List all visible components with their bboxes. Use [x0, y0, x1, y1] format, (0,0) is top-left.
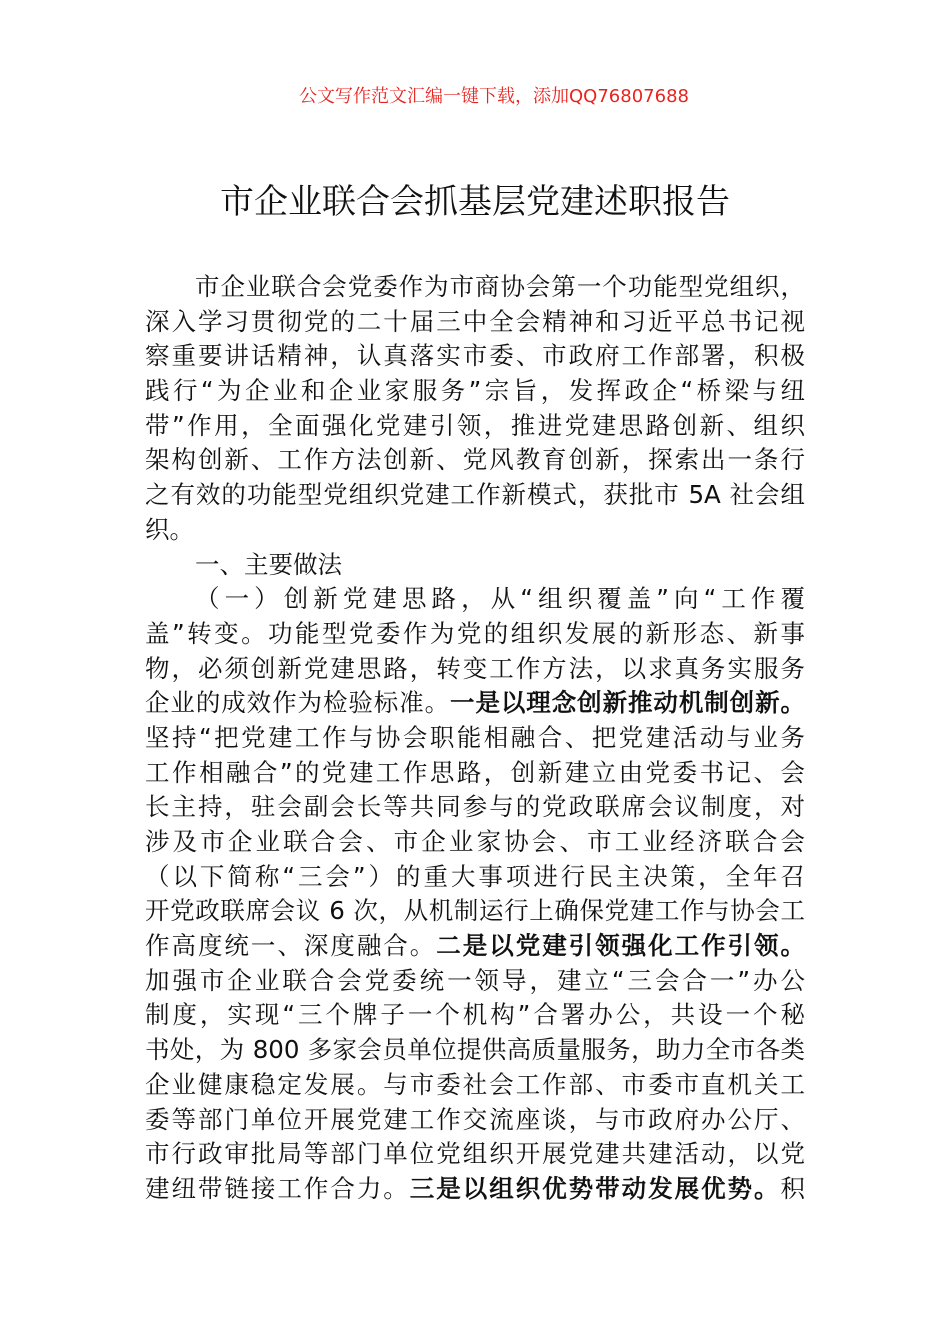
- body-text: 盖”转变。功能型党委作为党的组织发展的新形态、新事: [145, 618, 805, 648]
- body-text: 坚持“把党建工作与协会职能相融合、把党建活动与业务: [145, 722, 805, 752]
- body-text: （以下简称“三会”）的重大事项进行民主决策，全年召: [145, 861, 805, 891]
- body-text: 涉及市企业联合会、市企业家协会、市工业经济联合会: [145, 827, 805, 856]
- text-line: [145, 617, 805, 652]
- body-text: （一）创新党建思路，从“组织覆盖”向“工作覆: [195, 584, 805, 614]
- body-text: 企业的成效作为检验标准。: [145, 688, 451, 718]
- body-text: 之有效的功能型党组织党建工作新模式，获批市 5A 社会组: [145, 480, 805, 510]
- text-line: [145, 582, 805, 617]
- body-text: 工作相融合”的党建工作思路，创新建立由党委书记、会: [145, 757, 805, 787]
- body-text: 制度，实现“三个牌子一个机构”合署办公，共设一个秘: [145, 1000, 805, 1030]
- text-line: [145, 478, 805, 513]
- bold-text: 三是以组织优势带动发展优势。: [409, 1173, 781, 1203]
- text-line: [145, 790, 805, 825]
- text-line: [145, 652, 805, 687]
- body-text: 积: [780, 1173, 806, 1203]
- bold-text: 二是以党建引领强化工作引领。: [436, 931, 806, 961]
- body-text: 书处，为 800 多家会员单位提供高质量服务，助力全市各类: [145, 1035, 805, 1065]
- body-text: 市企业联合会党委作为市商协会第一个功能型党组织，: [195, 272, 805, 301]
- text-line: [145, 860, 805, 895]
- body-text: 作高度统一、深度融合。: [145, 931, 437, 961]
- body-text: 企业健康稳定发展。与市委社会工作部、市委市直机关工: [145, 1069, 805, 1099]
- document-body: [145, 270, 805, 1207]
- body-text: 物，必须创新党建思路，转变工作方法，以求真务实服务: [145, 653, 805, 683]
- text-line: [145, 409, 805, 444]
- body-text: 一、主要做法: [195, 549, 342, 579]
- text-line: [145, 1033, 805, 1068]
- body-text: 深入学习贯彻党的二十届三中全会精神和习近平总书记视: [145, 306, 805, 336]
- text-line: [145, 721, 805, 756]
- text-line: [145, 270, 805, 305]
- text-line: [145, 548, 805, 583]
- body-text: 带”作用，全面强化党建引领，推进党建思路创新、组织: [145, 410, 805, 440]
- body-text: 长主持，驻会副会长等共同参与的党政联席会议制度，对: [145, 792, 805, 822]
- body-text: 委等部门单位开展党建工作交流座谈，与市政府办公厅、: [145, 1104, 805, 1134]
- body-text: 开党政联席会议 6 次，从机制运行上确保党建工作与协会工: [145, 896, 805, 926]
- text-line: [145, 998, 805, 1033]
- text-line: [145, 929, 805, 964]
- text-line: [145, 825, 805, 860]
- text-line: [145, 964, 805, 999]
- body-text: 织。: [145, 514, 194, 544]
- body-text: 架构创新、工作方法创新、党风教育创新，探索出一条行: [145, 445, 805, 475]
- body-text: 市行政审批局等部门单位党组织开展党建共建活动，以党: [145, 1139, 805, 1169]
- text-line: [145, 443, 805, 478]
- text-line: [145, 686, 805, 721]
- watermark-text: 公文写作范文汇编一键下载，添加QQ76807688: [299, 86, 689, 107]
- text-line: [145, 1137, 805, 1172]
- bold-text: 一是以理念创新推动机制创新。: [450, 688, 806, 718]
- text-line: [145, 1103, 805, 1138]
- text-line: [145, 374, 805, 409]
- document-title: 市企业联合会抓基层党建述职报告: [220, 182, 730, 222]
- body-text: 践行“为企业和企业家服务”宗旨，发挥政企“桥梁与纽: [145, 376, 805, 406]
- text-line: [145, 1172, 805, 1207]
- body-text: 加强市企业联合会党委统一领导，建立“三会合一”办公: [145, 965, 805, 995]
- text-line: [145, 513, 805, 548]
- text-line: [145, 894, 805, 929]
- text-line: [145, 305, 805, 340]
- text-line: [145, 756, 805, 791]
- text-line: [145, 339, 805, 374]
- body-text: 察重要讲话精神，认真落实市委、市政府工作部署，积极: [145, 341, 805, 371]
- text-line: [145, 1068, 805, 1103]
- body-text: 建纽带链接工作合力。: [145, 1173, 410, 1203]
